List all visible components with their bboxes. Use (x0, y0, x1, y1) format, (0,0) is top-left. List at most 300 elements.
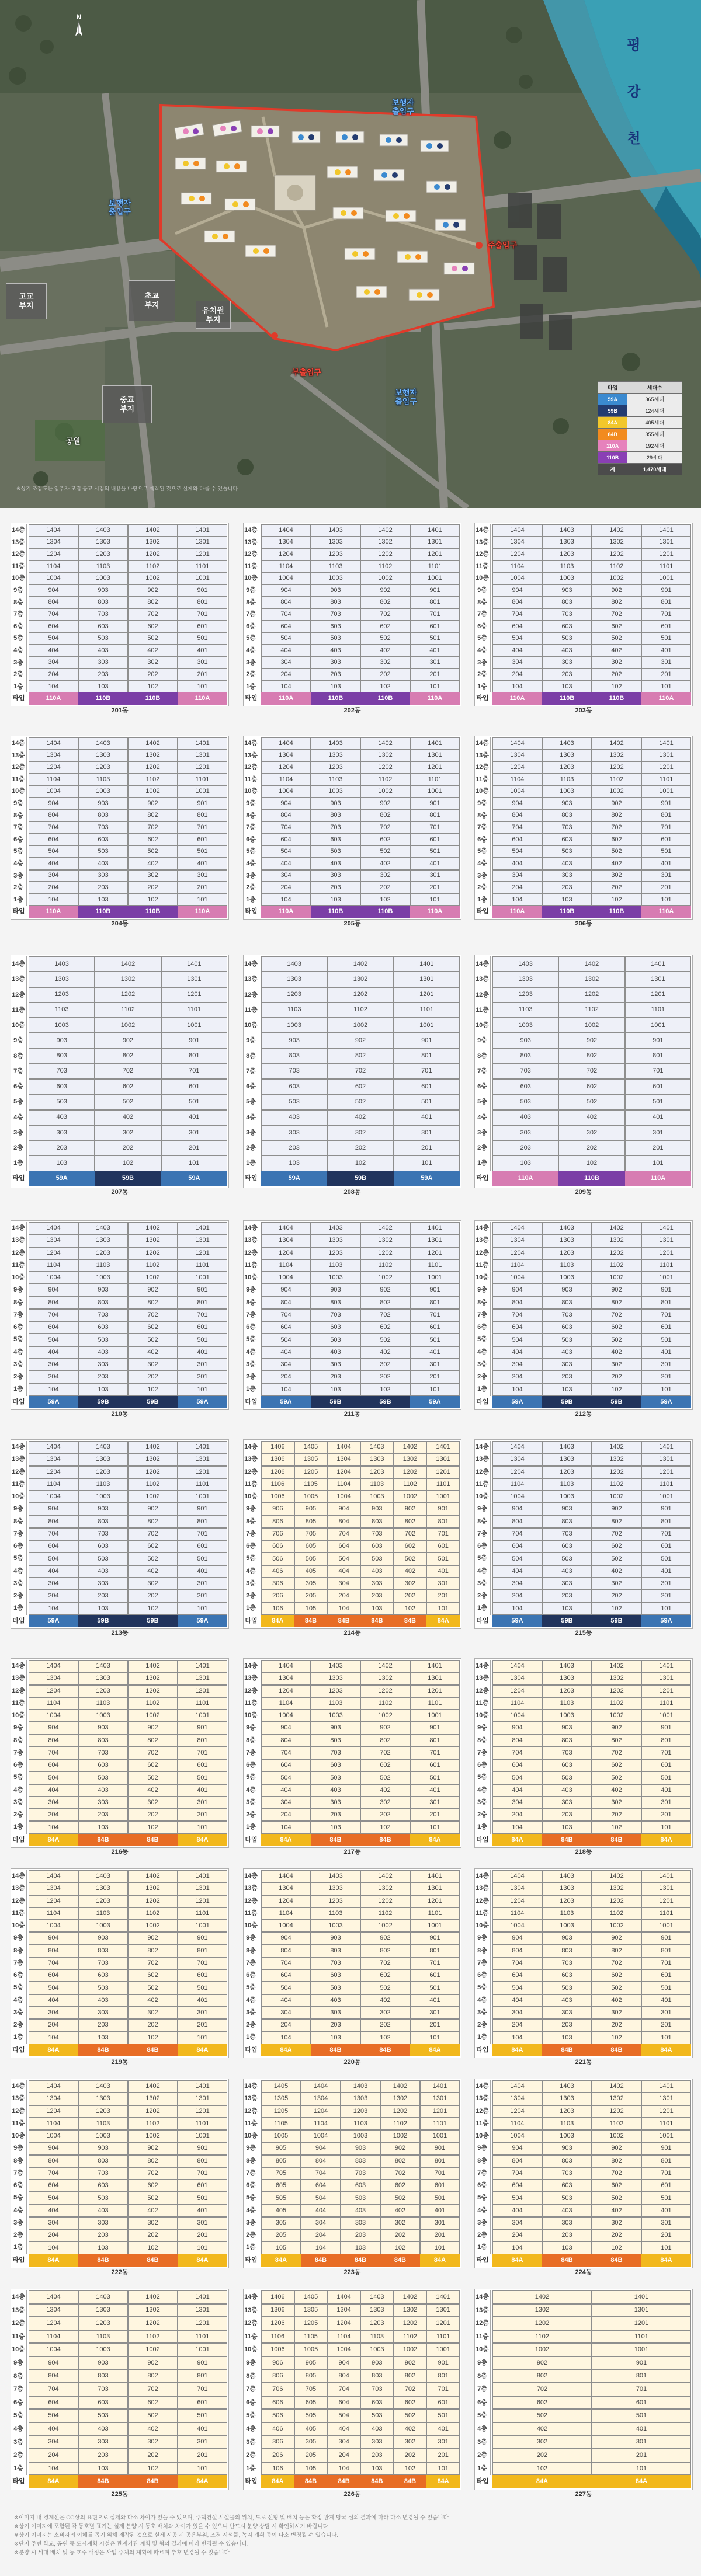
unit-cell: 904 (261, 1722, 311, 1734)
unit-cell: 201 (641, 669, 691, 681)
unit-type-badge: 84B (327, 1615, 360, 1627)
unit-cell: 104 (261, 2031, 311, 2044)
unit-cell: 504 (29, 632, 78, 645)
unit-cell: 903 (78, 1932, 128, 1944)
floor-label: 4층 (474, 2205, 491, 2217)
unit-cell: 1402 (128, 1441, 178, 1453)
floor-label: 10층 (11, 1018, 27, 1033)
unit-cell: 202 (360, 1371, 410, 1383)
floor-label: 1층 (11, 2241, 27, 2254)
unit-cell: 1101 (641, 2118, 691, 2130)
floor-label: 3층 (474, 2217, 491, 2229)
unit-cell: 1103 (311, 1259, 360, 1272)
building-chart (474, 2289, 693, 2502)
unit-cell: 1202 (360, 1895, 410, 1907)
unit-cell: 201 (641, 2019, 691, 2031)
plot-label: 부지 (19, 301, 34, 310)
unit-cell: 802 (128, 2155, 178, 2167)
unit-cell: 1101 (178, 1697, 227, 1710)
unit-cell: 201 (410, 1371, 460, 1383)
type-row-label: 타입 (12, 1398, 25, 1405)
unit-cell: 1403 (542, 1222, 592, 1234)
unit-cell: 204 (327, 2449, 360, 2462)
unit-cell: 201 (641, 1809, 691, 1821)
unit-cell: 504 (492, 1771, 542, 1784)
floor-label: 8층 (11, 1516, 27, 1528)
unit-cell: 203 (78, 2449, 128, 2462)
unit-cell: 102 (95, 1155, 161, 1171)
unit-cell: 904 (492, 1503, 542, 1515)
unit-cell: 1201 (178, 548, 227, 561)
type-row-label: 타입 (12, 2478, 25, 2486)
unit-cell: 104 (29, 2241, 78, 2254)
unit-cell: 201 (410, 669, 460, 681)
unit-cell: 102 (592, 681, 641, 693)
unit-cell: 1401 (410, 524, 460, 537)
unit-cell: 701 (420, 2167, 460, 2180)
unit-cell: 204 (301, 2229, 341, 2241)
unit-cell: 1203 (542, 1685, 592, 1697)
unit-cell: 501 (410, 845, 460, 858)
unit-cell: 1201 (178, 1466, 227, 1478)
floor-label: 6층 (11, 1321, 27, 1334)
unit-cell: 303 (360, 1578, 394, 1590)
unit-cell: 505 (294, 2409, 328, 2422)
unit-type-badge: 59A (29, 1171, 95, 1186)
unit-cell: 304 (492, 1797, 542, 1809)
unit-cell: 101 (178, 2462, 227, 2476)
unit-cell: 702 (360, 1747, 410, 1759)
unit-cell: 1203 (542, 548, 592, 561)
building-chart (11, 2079, 229, 2280)
unit-cell: 901 (641, 584, 691, 597)
label-line: 보행자 (392, 98, 414, 107)
floor-label: 5층 (474, 1334, 491, 1346)
unit-cell: 1202 (360, 1247, 410, 1259)
unit-cell: 601 (394, 1079, 460, 1094)
floor-label: 2층 (11, 882, 27, 894)
unit-cell: 1302 (327, 972, 393, 987)
unit-cell: 401 (410, 1994, 460, 2007)
floor-label: 6층 (243, 2396, 259, 2410)
floor-label: 10층 (11, 1710, 27, 1722)
unit-cell: 205 (294, 1590, 328, 1602)
unit-type-badge: 84B (380, 2254, 420, 2267)
unit-cell: 1302 (128, 2093, 178, 2105)
unit-cell: 902 (128, 584, 178, 597)
type-row-label: 타입 (476, 2046, 489, 2053)
building-chart (11, 1220, 229, 1422)
floor-label: 7층 (243, 2383, 259, 2396)
unit-cell: 1103 (542, 1478, 592, 1491)
unit-cell: 1004 (29, 1920, 78, 1932)
unit-cell: 1401 (178, 2080, 227, 2093)
unit-cell: 303 (311, 1359, 360, 1371)
unit-cell: 1104 (29, 1697, 78, 1710)
floor-label: 14층 (243, 1870, 259, 1882)
unit-cell: 701 (592, 2383, 691, 2396)
unit-cell: 1403 (542, 1441, 592, 1453)
unit-cell: 1104 (29, 2330, 78, 2344)
unit-cell: 1402 (128, 2080, 178, 2093)
unit-cell: 805 (294, 1516, 328, 1528)
floor-label: 5층 (11, 845, 27, 858)
floor-label: 5층 (474, 845, 491, 858)
floor-label: 5층 (243, 845, 259, 858)
unit-cell: 803 (29, 1049, 95, 1064)
unit-cell: 904 (327, 2356, 360, 2370)
unit-cell: 703 (542, 1528, 592, 1540)
unit-cell: 202 (128, 669, 178, 681)
unit-cell: 601 (410, 1321, 460, 1334)
unit-cell: 204 (29, 669, 78, 681)
floor-label: 10층 (243, 785, 259, 798)
unit-type-badge: 110A (261, 692, 311, 705)
floor-label: 9층 (474, 584, 491, 597)
unit-cell: 302 (592, 2007, 641, 2019)
unit-cell: 104 (261, 681, 311, 693)
unit-cell: 601 (641, 621, 691, 633)
unit-cell: 501 (178, 845, 227, 858)
floor-label: 6층 (474, 2396, 491, 2410)
floor-label: 13층 (474, 1234, 491, 1247)
unit-cell: 901 (641, 1284, 691, 1296)
unit-cell: 1003 (542, 572, 592, 584)
unit-cell: 701 (641, 1528, 691, 1540)
unit-cell: 1101 (641, 1907, 691, 1920)
unit-cell: 804 (492, 1735, 542, 1747)
floor-label: 7층 (243, 1064, 259, 1079)
unit-cell: 1303 (542, 750, 592, 762)
floor-label: 11층 (11, 1697, 27, 1710)
unit-type-badge: 110B (542, 906, 592, 918)
unit-cell: 404 (29, 1346, 78, 1359)
floor-label: 11층 (11, 561, 27, 573)
unit-cell: 304 (492, 2007, 542, 2019)
unit-cell: 1104 (29, 561, 78, 573)
unit-cell: 702 (327, 1064, 393, 1079)
unit-cell: 902 (128, 1284, 178, 1296)
footnote-line: ※단지 주변 학교, 공원 등 도시계획 시설은 관계기관 계획 및 협의 결과에 따라 변경될 수 있습니다. (14, 2541, 249, 2547)
unit-cell: 802 (380, 2155, 420, 2167)
unit-cell: 503 (78, 1982, 128, 1994)
unit-cell: 1204 (492, 2105, 542, 2118)
unit-cell: 1004 (492, 1272, 542, 1284)
unit-cell: 402 (592, 645, 641, 657)
unit-cell: 1302 (592, 1672, 641, 1684)
unit-cell: 501 (410, 1771, 460, 1784)
high-school-site (6, 283, 47, 319)
unit-cell: 902 (592, 2142, 641, 2154)
unit-cell: 103 (311, 894, 360, 906)
floor-label: 14층 (243, 1222, 259, 1234)
unit-cell: 704 (29, 1528, 78, 1540)
unit-cell: 802 (592, 810, 641, 822)
unit-cell: 1301 (161, 972, 227, 987)
floor-label: 5층 (243, 1771, 259, 1784)
unit-cell: 703 (78, 1747, 128, 1759)
unit-cell: 404 (492, 858, 542, 870)
map-disclaimer: ※상기 조감도는 입주자 모집 공고 시점의 내용을 바탕으로 제작된 것으로 실제와 다를 수 있습니다. (16, 486, 240, 492)
floor-label: 11층 (243, 561, 259, 573)
floor-label: 9층 (11, 1033, 27, 1048)
unit-cell: 704 (29, 1957, 78, 1969)
unit-cell: 601 (641, 1759, 691, 1771)
unit-cell: 304 (29, 1797, 78, 1809)
unit-cell: 702 (592, 1309, 641, 1321)
plot-label: 고교 (19, 292, 34, 301)
building-chart (11, 1439, 229, 1641)
unit-cell: 1104 (492, 1478, 542, 1491)
unit-cell: 402 (592, 1565, 641, 1578)
unit-cell: 201 (426, 2449, 460, 2462)
unit-cell: 401 (641, 2205, 691, 2217)
unit-cell: 301 (641, 2007, 691, 2019)
unit-cell: 1102 (128, 774, 178, 786)
unit-cell: 302 (327, 1125, 393, 1140)
unit-cell: 1001 (178, 1920, 227, 1932)
floor-label: 7층 (243, 821, 259, 834)
unit-cell: 203 (78, 669, 128, 681)
building-chart (243, 523, 461, 718)
floor-label: 12층 (474, 1247, 491, 1259)
unit-cell: 201 (178, 2019, 227, 2031)
unit-cell: 802 (360, 810, 410, 822)
unit-cell: 1203 (542, 761, 592, 774)
floor-label: 8층 (243, 1945, 259, 1957)
unit-cell: 503 (311, 1982, 360, 1994)
floor-label: 14층 (474, 2290, 491, 2304)
unit-cell: 602 (592, 1759, 641, 1771)
floor-label: 5층 (11, 1334, 27, 1346)
unit-cell: 1301 (641, 2093, 691, 2105)
unit-cell: 1001 (410, 1272, 460, 1284)
unit-cell: 402 (360, 858, 410, 870)
unit-cell: 203 (311, 1809, 360, 1821)
unit-cell: 501 (641, 632, 691, 645)
unit-cell: 1403 (78, 737, 128, 750)
unit-cell: 502 (360, 1771, 410, 1784)
unit-cell: 404 (327, 2422, 360, 2436)
floor-label: 5층 (243, 632, 259, 645)
floor-label: 3층 (243, 1359, 259, 1371)
unit-cell: 204 (29, 1371, 78, 1383)
unit-cell: 703 (360, 2383, 394, 2396)
label-line: 출입구 (395, 397, 417, 406)
unit-cell: 803 (542, 1945, 592, 1957)
unit-cell: 102 (128, 894, 178, 906)
unit-cell: 1404 (492, 1222, 542, 1234)
type-row-label: 타입 (245, 2046, 258, 2053)
floor-label: 8층 (474, 597, 491, 609)
floor-label: 2층 (11, 2229, 27, 2241)
floor-label: 9층 (11, 2356, 27, 2370)
unit-cell: 703 (261, 1064, 327, 1079)
river-name (625, 22, 643, 162)
unit-cell: 301 (641, 1797, 691, 1809)
unit-cell: 301 (426, 1578, 460, 1590)
unit-cell: 403 (78, 1994, 128, 2007)
unit-cell: 1402 (380, 2080, 420, 2093)
unit-cell: 801 (410, 1945, 460, 1957)
floor-label: 11층 (474, 2330, 491, 2344)
unit-cell: 804 (261, 810, 311, 822)
floor-label: 6층 (474, 1321, 491, 1334)
unit-cell: 1203 (29, 987, 95, 1002)
floor-label: 14층 (243, 2290, 259, 2304)
unit-cell: 1402 (592, 737, 641, 750)
floor-label: 13층 (11, 1672, 27, 1684)
unit-cell: 201 (394, 1140, 460, 1155)
unit-cell: 1101 (178, 561, 227, 573)
legend-units: 192세대 (627, 440, 682, 452)
unit-cell: 1302 (128, 1234, 178, 1247)
floor-label: 14층 (11, 1870, 27, 1882)
unit-cell: 802 (128, 1297, 178, 1309)
floor-label: 4층 (474, 1346, 491, 1359)
unit-cell: 202 (492, 2449, 592, 2462)
unit-cell: 903 (78, 584, 128, 597)
unit-cell: 304 (492, 1578, 542, 1590)
unit-cell: 702 (128, 821, 178, 834)
unit-cell: 1103 (360, 1478, 394, 1491)
floor-label: 1층 (11, 894, 27, 906)
unit-type-badge: 110B (78, 692, 128, 705)
unit-cell: 701 (410, 1747, 460, 1759)
floor-label: 6층 (243, 834, 259, 846)
unit-type-badge: 110A (492, 1171, 558, 1186)
unit-cell: 501 (641, 1982, 691, 1994)
floor-label: 8층 (474, 1049, 491, 1064)
unit-cell: 504 (327, 2409, 360, 2422)
floor-label: 10층 (474, 572, 491, 584)
floor-label: 2층 (11, 1140, 27, 1155)
unit-cell: 203 (360, 2449, 394, 2462)
floor-label: 12층 (243, 987, 259, 1002)
unit-cell: 1203 (78, 1466, 128, 1478)
unit-cell: 1201 (641, 1247, 691, 1259)
unit-cell: 505 (294, 1552, 328, 1565)
unit-cell: 1303 (542, 1453, 592, 1465)
unit-type-badge: 110A (410, 906, 460, 918)
floor-label: 14층 (243, 1660, 259, 1672)
unit-cell: 1204 (29, 1685, 78, 1697)
unit-type-badge: 59B (592, 1396, 641, 1408)
unit-cell: 1101 (410, 1259, 460, 1272)
type-row-label: 타입 (476, 2256, 489, 2264)
unit-cell: 1101 (178, 1259, 227, 1272)
unit-cell: 904 (492, 1284, 542, 1296)
floor-label: 7층 (11, 608, 27, 621)
floor-label: 12층 (11, 2105, 27, 2118)
floor-label: 12층 (243, 2317, 259, 2330)
unit-cell: 801 (178, 1516, 227, 1528)
unit-cell: 102 (592, 2031, 641, 2044)
unit-cell: 1302 (394, 2304, 427, 2317)
unit-cell: 903 (261, 1033, 327, 1048)
unit-cell: 501 (394, 1094, 460, 1109)
floor-label: 1층 (243, 1602, 259, 1614)
unit-cell: 1301 (426, 1453, 460, 1465)
unit-cell: 1002 (128, 785, 178, 798)
unit-cell: 901 (410, 1284, 460, 1296)
unit-cell: 1403 (542, 1870, 592, 1882)
unit-cell: 303 (311, 2007, 360, 2019)
floor-label: 13층 (11, 1453, 27, 1465)
building-name: 221동 (575, 2059, 592, 2066)
unit-cell: 1302 (360, 1234, 410, 1247)
floor-label: 7층 (474, 1309, 491, 1321)
unit-cell: 903 (360, 2356, 394, 2370)
floor-label: 12층 (474, 2317, 491, 2330)
unit-cell: 1201 (426, 2317, 460, 2330)
unit-cell: 403 (542, 1565, 592, 1578)
unit-cell: 603 (78, 2396, 128, 2410)
unit-cell: 1201 (641, 1466, 691, 1478)
unit-cell: 702 (592, 1528, 641, 1540)
unit-cell: 603 (311, 621, 360, 633)
unit-cell: 902 (128, 798, 178, 810)
unit-type-badge: 59B (78, 1396, 128, 1408)
unit-cell: 1003 (542, 1491, 592, 1503)
unit-cell: 601 (178, 834, 227, 846)
floor-label: 10층 (243, 1491, 259, 1503)
unit-cell: 302 (592, 1578, 641, 1590)
floor-label: 3층 (474, 1797, 491, 1809)
floor-label: 8층 (474, 1516, 491, 1528)
floor-label: 3층 (11, 657, 27, 669)
unit-cell: 502 (592, 1334, 641, 1346)
floor-label: 14층 (243, 1441, 259, 1453)
unit-cell: 1006 (261, 1491, 294, 1503)
unit-cell: 1103 (78, 1259, 128, 1272)
floor-label: 7층 (243, 1528, 259, 1540)
building-name: 226동 (343, 2491, 361, 2498)
unit-cell: 404 (492, 1346, 542, 1359)
floor-label: 11층 (474, 1478, 491, 1491)
floor-label: 9층 (11, 1722, 27, 1734)
unit-cell: 901 (410, 584, 460, 597)
floor-label: 13층 (243, 1882, 259, 1895)
unit-type-badge: 110A (410, 692, 460, 705)
unit-cell: 1303 (78, 1882, 128, 1895)
unit-cell: 903 (492, 1033, 558, 1048)
unit-cell: 701 (410, 1957, 460, 1969)
floor-label: 11층 (243, 2118, 259, 2130)
floor-label: 12층 (243, 761, 259, 774)
unit-cell: 102 (128, 2241, 178, 2254)
unit-cell: 1301 (641, 1672, 691, 1684)
unit-cell: 703 (542, 2167, 592, 2180)
unit-cell: 1103 (78, 2118, 128, 2130)
unit-cell: 703 (341, 2167, 380, 2180)
unit-cell: 105 (294, 2462, 328, 2476)
unit-cell: 701 (178, 608, 227, 621)
unit-cell: 1001 (426, 2343, 460, 2356)
unit-cell: 1202 (95, 987, 161, 1002)
unit-cell: 1003 (542, 785, 592, 798)
legend-total-label: 계 (598, 464, 627, 475)
unit-cell: 801 (178, 2370, 227, 2383)
building-chart (11, 1868, 229, 2070)
unit-cell: 303 (311, 657, 360, 669)
unit-cell: 805 (261, 2155, 301, 2167)
unit-cell: 701 (161, 1064, 227, 1079)
floor-label: 9층 (243, 2356, 259, 2370)
unit-type-badge: 84B (294, 2475, 328, 2488)
unit-cell: 204 (492, 1371, 542, 1383)
unit-cell: 501 (641, 845, 691, 858)
